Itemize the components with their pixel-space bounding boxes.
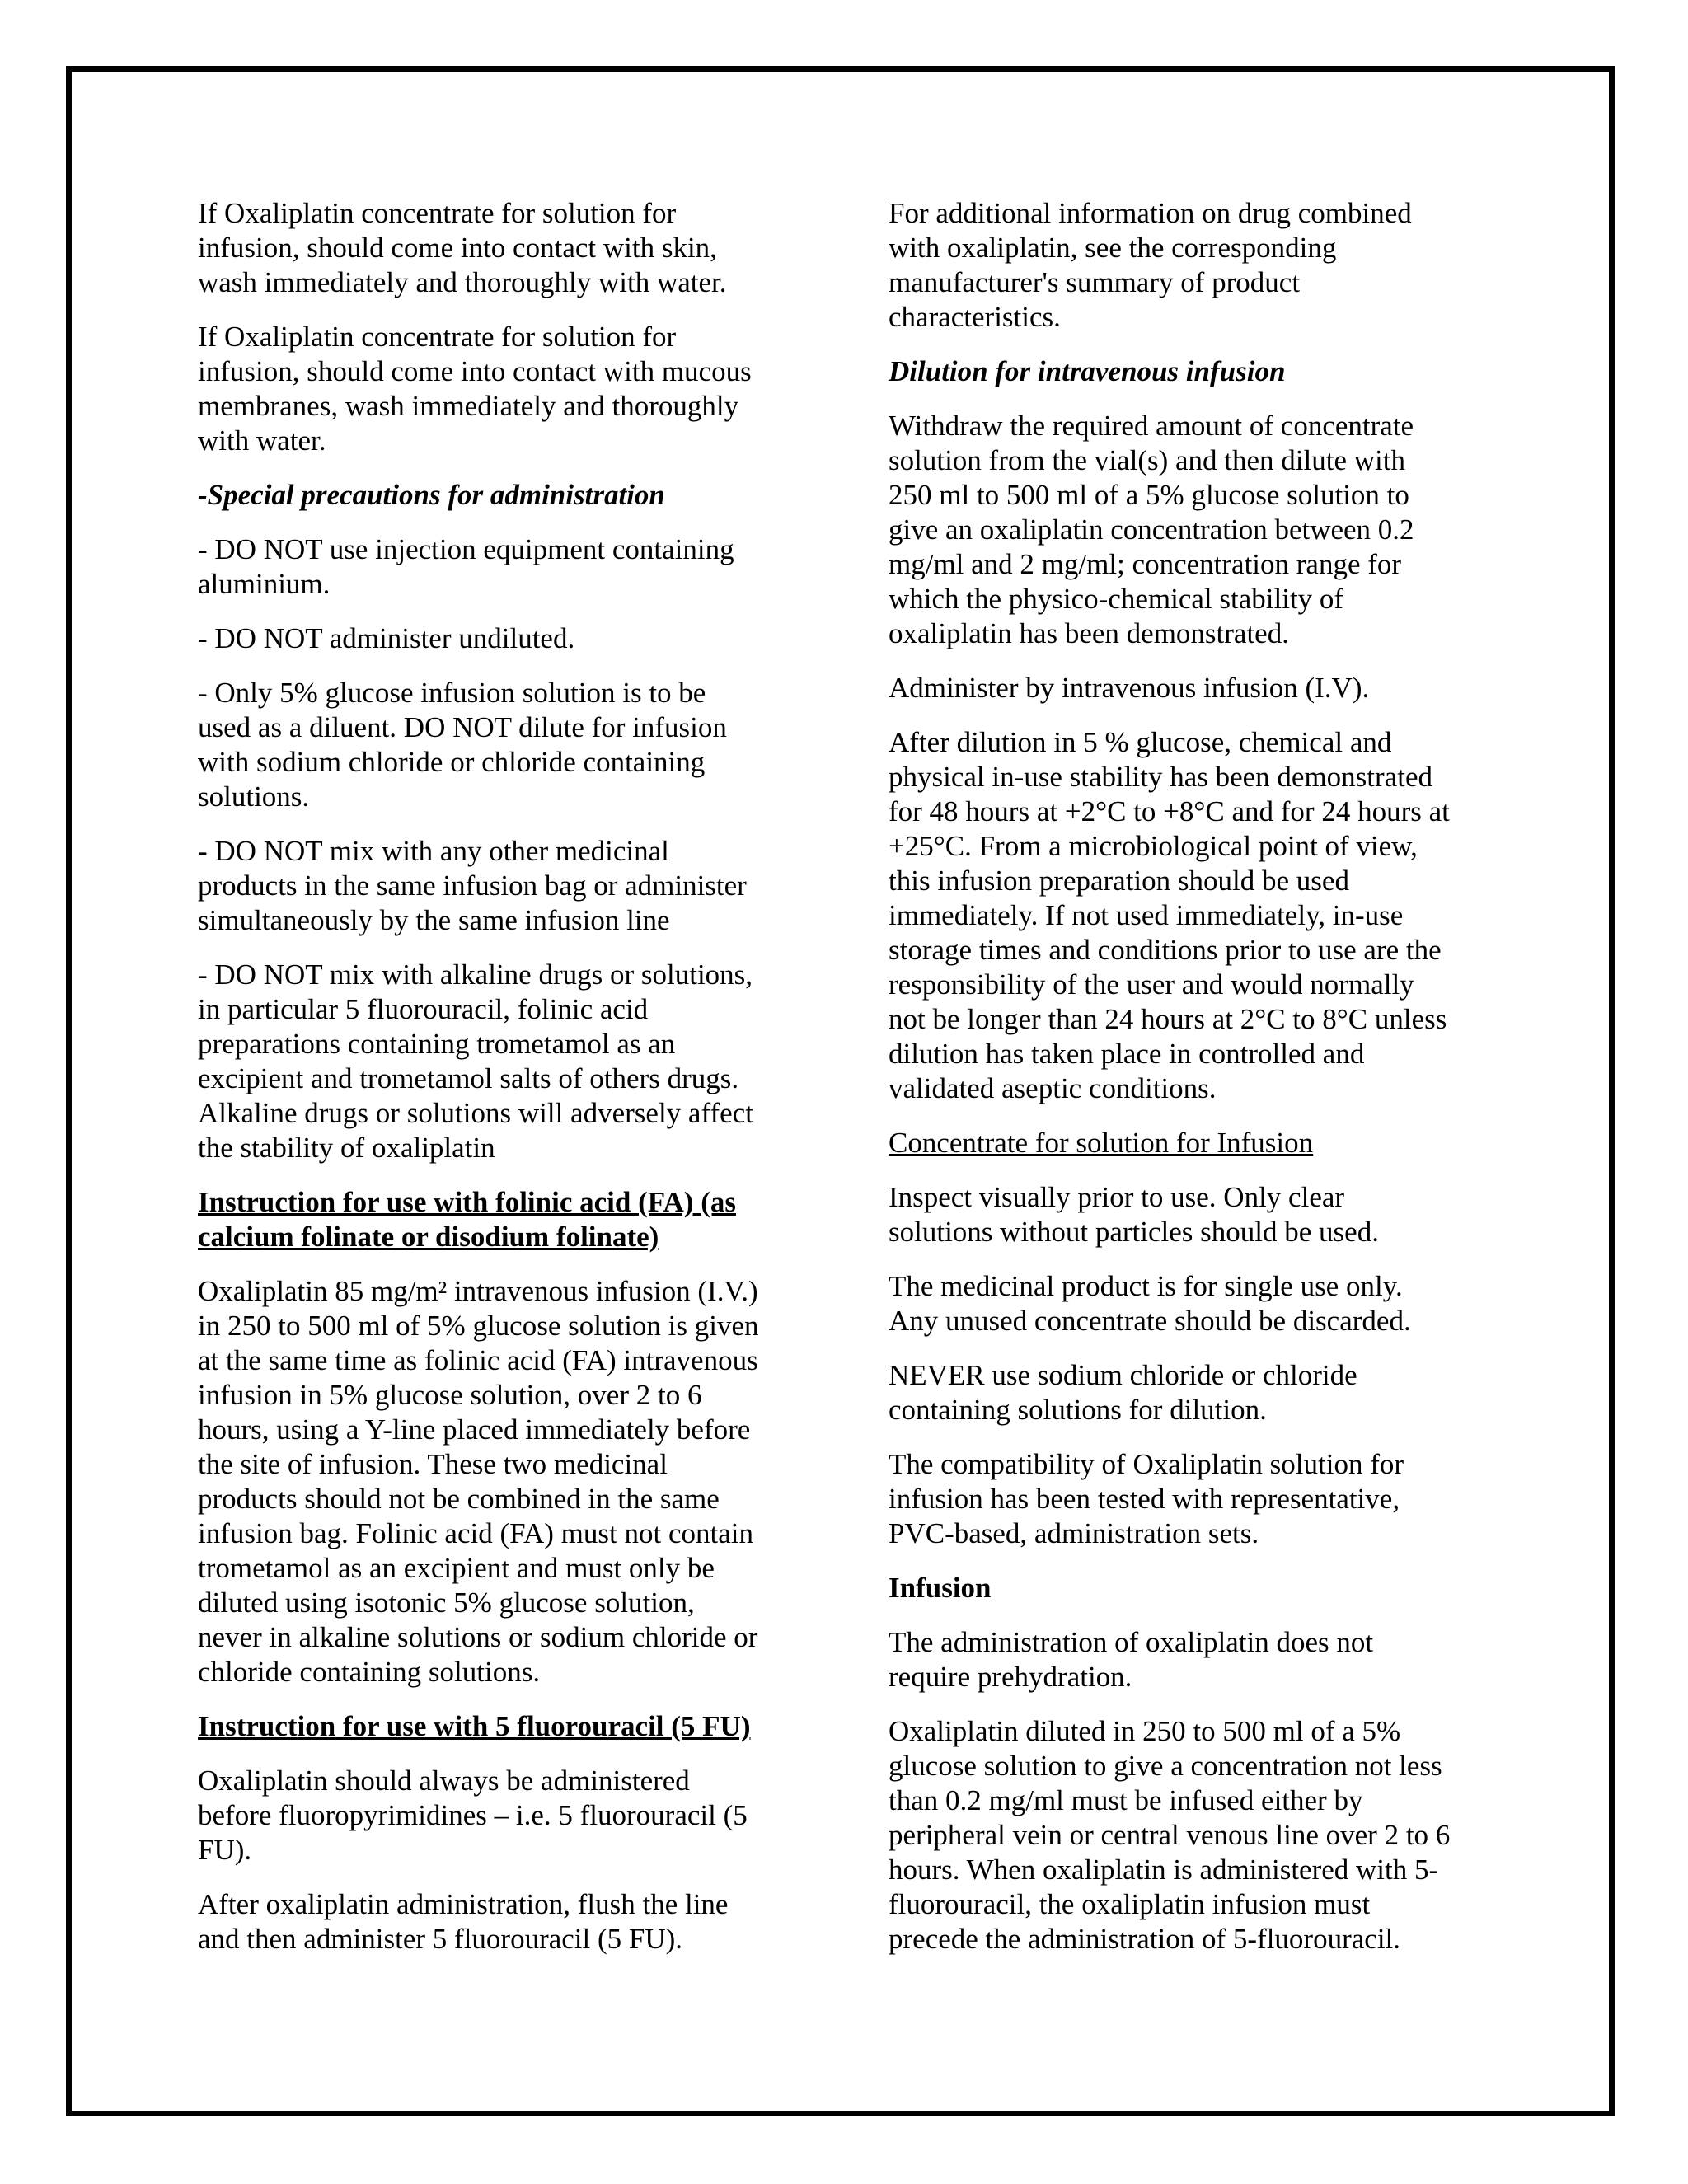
- right-column: [889, 196, 1490, 1976]
- paragraph-folinic-acid-instructions: Oxaliplatin 85 mg/m² intravenous infusion (I.V.) in 250 to 500 ml of 5% glucose solution is given at the same time as folinic acid (FA) intravenous infusion in 5% glucose solution, over 2 to 6 hours, using a Y-line placed immediately before the site of infusion. These two medicinal products should not be combined in the same infusion bag. Folinic acid (FA) must not contain trometamol as an excipient and must only be diluted using isotonic 5% glucose solution, never in alkaline solutions or sodium chloride or chloride containing solutions.: [198, 1275, 759, 1688]
- paragraph-glucose-diluent: - Only 5% glucose infusion solution is to be used as a diluent. DO NOT dilute for infusion with sodium chloride or chloride containing solutions.: [198, 677, 727, 813]
- paragraph-compatibility: The compatibility of Oxaliplatin solution for infusion has been tested with representative, PVC-based, administration sets.: [889, 1448, 1404, 1549]
- paragraph-single-use: The medicinal product is for single use only. Any unused concentrate should be discarded.: [889, 1270, 1411, 1337]
- heading-infusion: Infusion: [889, 1572, 992, 1604]
- heading-folinic-acid: Instruction for use with folinic acid (FA) (as calcium folinate or disodium folinate): [198, 1186, 736, 1253]
- paragraph-no-undiluted: - DO NOT administer undiluted.: [198, 622, 575, 654]
- paragraph-flush-line: After oxaliplatin administration, flush the line and then administer 5 fluorouracil (5 FU).: [198, 1888, 729, 1955]
- paragraph-no-aluminium: - DO NOT use injection equipment containing aluminium.: [198, 533, 734, 600]
- paragraph-no-alkaline: - DO NOT mix with alkaline drugs or solutions, in particular 5 fluorouracil, folinic acid preparations containing trometamol as an excipient and trometamol salts of others drugs. Alkaline drugs or solutions will adversely affect the stability of oxaliplatin: [198, 958, 753, 1164]
- paragraph-skin-contact: If Oxaliplatin concentrate for solution for infusion, should come into contact with skin, wash immediately and thoroughly with water.: [198, 197, 727, 298]
- heading-concentrate: Concentrate for solution for Infusion: [889, 1127, 1314, 1159]
- paragraph-stability: After dilution in 5 % glucose, chemical and physical in-use stability has been demonstrated for 48 hours at +2°C to +8°C and for 24 hours at +25°C. From a microbiological point of view, this infusion preparation should be used immediately. If not used immediately, in-use storage times and conditions prior to use are the responsibility of the user and would normally not be longer than 24 hours at 2°C to 8°C unless dilution has taken place in controlled and validated aseptic conditions.: [889, 726, 1450, 1104]
- paragraph-never-sodium-chloride: NEVER use sodium chloride or chloride containing solutions for dilution.: [889, 1359, 1357, 1426]
- heading-dilution: Dilution for intravenous infusion: [889, 355, 1286, 387]
- paragraph-no-mixing: - DO NOT mix with any other medicinal products in the same infusion bag or administer simultaneously by the same infusion line: [198, 835, 747, 936]
- heading-special-precautions: -Special precautions for administration: [198, 479, 665, 511]
- paragraph-additional-info: For additional information on drug combined with oxaliplatin, see the corresponding manufacturer's summary of product characteristics.: [889, 197, 1412, 333]
- paragraph-no-prehydration: The administration of oxaliplatin does not require prehydration.: [889, 1626, 1374, 1693]
- paragraph-administer-iv: Administer by intravenous infusion (I.V).: [889, 672, 1370, 704]
- paragraph-before-fluoropyrimidines: Oxaliplatin should always be administered before fluoropyrimidines – i.e. 5 fluorouracil (5 FU).: [198, 1765, 748, 1866]
- paragraph-inspect-visually: Inspect visually prior to use. Only clear solutions without particles should be used.: [889, 1181, 1379, 1248]
- paragraph-withdraw-concentrate: Withdraw the required amount of concentrate solution from the vial(s) and then dilute with 250 ml to 500 ml of a 5% glucose solution to give an oxaliplatin concentration between 0.2 mg/ml and 2 mg/ml; concentration range for which the physico-chemical stability of oxaliplatin has been demonstrated.: [889, 410, 1414, 649]
- heading-5fu: Instruction for use with 5 fluorouracil (5 FU): [198, 1710, 751, 1742]
- paragraph-infusion-administration: Oxaliplatin diluted in 250 to 500 ml of a 5% glucose solution to give a concentration not less than 0.2 mg/ml must be infused either by peripheral vein or central venous line over 2 to 6 hours. When oxaliplatin is administered with 5- fluorouracil, the oxaliplatin infusion must precede the administration of 5-fluorouracil.: [889, 1715, 1451, 1955]
- left-column: [198, 196, 799, 1976]
- paragraph-mucous-contact: If Oxaliplatin concentrate for solution for infusion, should come into contact with mucous membranes, wash immediately and thoroughly with water.: [198, 321, 752, 457]
